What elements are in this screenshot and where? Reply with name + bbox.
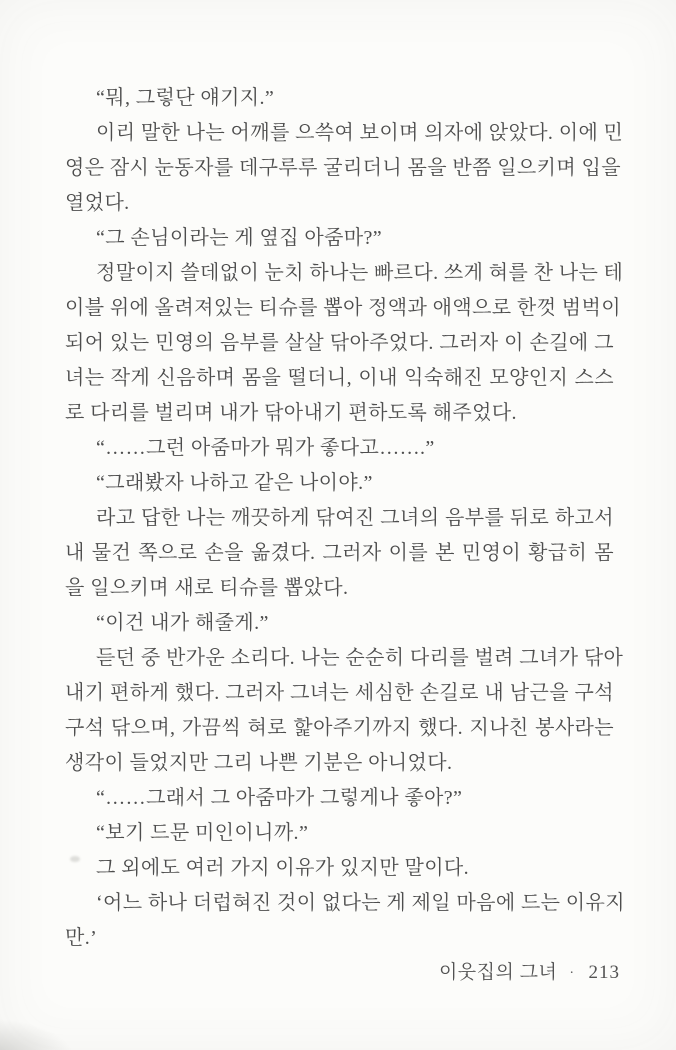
text-line: “……그런 아줌마가 뭐가 좋다고…….” [96, 437, 435, 459]
footer-separator: · [569, 966, 575, 981]
text-line: 라고 답한 나는 깨끗하게 닦여진 그녀의 음부를 뒤로 하고서 [96, 507, 614, 529]
text-line: “……그래서 그 아줌마가 그렇게나 좋아?” [96, 787, 463, 809]
text-line: 내기 편하게 했다. 그러자 그녀는 세심한 손길로 내 남근을 구석 [65, 682, 614, 704]
text-line: “그래봤자 나하고 같은 나이야.” [96, 472, 373, 494]
text-line: 되어 있는 민영의 음부를 살살 닦아주었다. 그러자 이 손길에 그 [65, 332, 614, 354]
text-line: 녀는 작게 신음하며 몸을 떨더니, 이내 익숙해진 모양인지 스스 [65, 367, 614, 389]
scan-smudge [0, 1018, 76, 1050]
text-line: “보기 드문 미인이니까.” [96, 822, 309, 844]
text-line: 생각이 들었지만 그리 나쁜 기분은 아니었다. [65, 752, 453, 774]
text-line: 정말이지 쓸데없이 눈치 하나는 빠르다. 쓰게 혀를 찬 나는 테 [96, 262, 624, 284]
text-line: “뭐, 그렇단 얘기지.” [96, 87, 275, 109]
text-line: “그 손님이라는 게 옆집 아줌마?” [96, 227, 383, 249]
text-line: 그 외에도 여러 가지 이유가 있지만 말이다. [96, 857, 470, 879]
text-line: 이블 위에 올려져있는 티슈를 뽑아 정액과 애액으로 한껏 범벅이 [65, 297, 621, 319]
page-number: 213 [588, 962, 620, 983]
text-line: 영은 잠시 눈동자를 데구루루 굴리더니 몸을 반쯤 일으키며 입을 [65, 157, 621, 179]
text-line: 만.’ [65, 927, 98, 949]
text-line: 듣던 중 반가운 소리다. 나는 순순히 다리를 벌려 그녀가 닦아 [96, 647, 624, 669]
running-title: 이웃집의 그녀 [438, 962, 558, 983]
text-line: ‘어느 하나 더럽혀진 것이 없다는 게 제일 마음에 드는 이유지 [96, 892, 625, 914]
page-body [65, 81, 625, 956]
text-line: 이리 말한 나는 어깨를 으쓱여 보이며 의자에 앉았다. 이에 민 [96, 122, 624, 144]
text-line: 구석 닦으며, 가끔씩 혀로 핥아주기까지 했다. 지나친 봉사라는 [65, 717, 614, 739]
text-line: 로 다리를 벌리며 내가 닦아내기 편하도록 해주었다. [65, 402, 517, 424]
text-line: 내 물건 쪽으로 손을 옮겼다. 그러자 이를 본 민영이 황급히 몸 [65, 542, 614, 564]
text-line: 을 일으키며 새로 티슈를 뽑았다. [65, 577, 349, 599]
text-line: 열었다. [65, 192, 130, 214]
text-line: “이건 내가 해줄게.” [96, 612, 269, 634]
page-footer [439, 957, 620, 989]
